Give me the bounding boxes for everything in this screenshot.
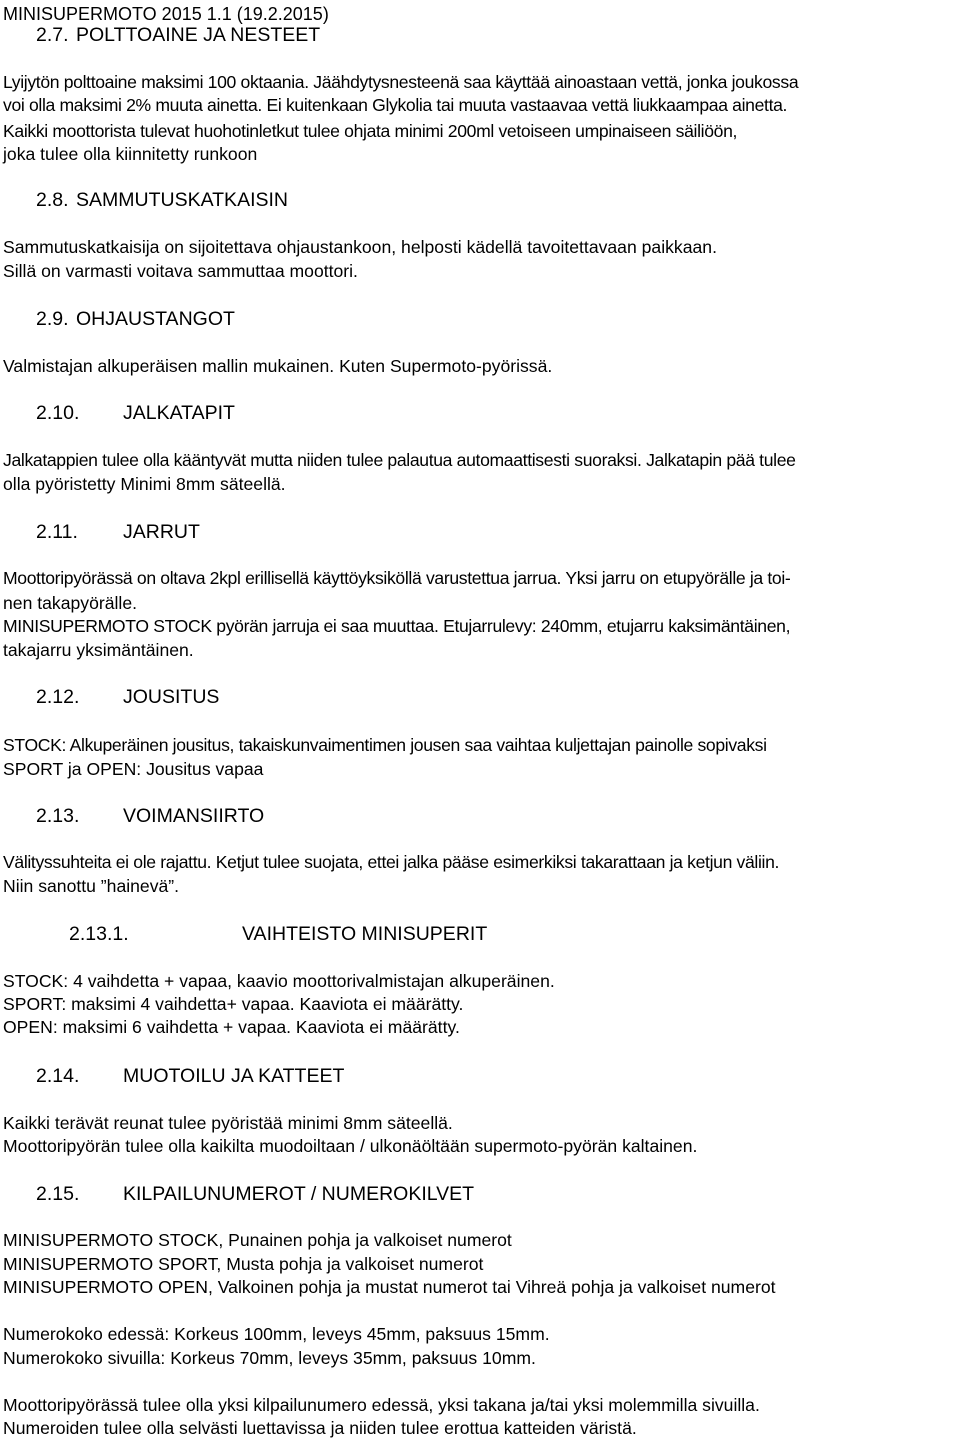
section-title: MUOTOILU JA KATTEET (123, 1065, 345, 1087)
section-number: 2.11. (36, 521, 78, 543)
paragraph-line: Lyijytön polttoaine maksimi 100 oktaania. Jäähdytysnesteenä saa käyttää ainoastaan vettä, jonka joukossa (3, 72, 799, 92)
section-title: JARRUT (123, 521, 200, 543)
section-number: 2.7. (36, 24, 69, 46)
paragraph-line: Jalkatappien tulee olla kääntyvät mutta niiden tulee palautua automaattisesti suoraksi. Jalkatapin pää tulee (3, 450, 796, 470)
paragraph-line: Numerokoko sivuilla: Korkeus 70mm, leveys 35mm, paksuus 10mm. (3, 1348, 536, 1368)
paragraph-line: Moottoripyörässä on oltava 2kpl erillisellä käyttöyksiköllä varustettua jarrua. Yksi jarru on etupyörälle ja toi- (3, 568, 791, 588)
paragraph-line: SPORT ja OPEN: Jousitus vapaa (3, 759, 264, 779)
paragraph-line: STOCK: Alkuperäinen jousitus, takaiskunvaimentimen jousen saa vaihtaa kuljettajan painolle sopivaksi (3, 735, 767, 755)
paragraph-line: MINISUPERMOTO SPORT, Musta pohja ja valkoiset numerot (3, 1254, 484, 1274)
paragraph-line: joka tulee olla kiinnitetty runkoon (3, 144, 258, 164)
section-number: 2.8. (36, 189, 69, 211)
paragraph-line: MINISUPERMOTO OPEN, Valkoinen pohja ja mustat numerot tai Vihreä pohja ja valkoiset numerot (3, 1277, 776, 1297)
paragraph-line: SPORT: maksimi 4 vaihdetta+ vapaa. Kaaviota ei määrätty. (3, 994, 464, 1014)
section-number: 2.13. (36, 805, 80, 827)
paragraph-line: nen takapyörälle. (3, 593, 137, 613)
paragraph-line: Moottoripyörän tulee olla kaikilta muodoiltaan / ulkonäöltään supermoto-pyörän kaltainen. (3, 1136, 698, 1156)
paragraph-line: Moottoripyörässä tulee olla yksi kilpailunumero edessä, yksi takana ja/tai yksi molemmilla sivuilla. (3, 1395, 760, 1415)
section-number: 2.14. (36, 1065, 80, 1087)
paragraph-line: Kaikki moottorista tulevat huohotinletkut tulee ohjata minimi 200ml vetoiseen umpinaiseen säiliöön, (3, 121, 738, 141)
paragraph-line: Kaikki terävät reunat tulee pyöristää minimi 8mm säteellä. (3, 1113, 453, 1133)
paragraph-line: Numeroiden tulee olla selvästi luettavissa ja niiden tulee erottua katteiden väristä. (3, 1418, 637, 1438)
section-title: POLTTOAINE JA NESTEET (76, 24, 321, 46)
section-title: KILPAILUNUMEROT / NUMEROKILVET (123, 1183, 475, 1205)
paragraph-line: Niin sanottu ”hainevä”. (3, 876, 180, 896)
section-title: SAMMUTUSKATKAISIN (76, 189, 288, 211)
section-number: 2.12. (36, 686, 80, 708)
paragraph-line: olla pyöristetty Minimi 8mm säteellä. (3, 474, 286, 494)
paragraph-line: Numerokoko edessä: Korkeus 100mm, leveys 45mm, paksuus 15mm. (3, 1324, 550, 1344)
document-header: MINISUPERMOTO 2015 1.1 (19.2.2015) (3, 4, 329, 24)
paragraph-line: takajarru yksimäntäinen. (3, 640, 194, 660)
section-title: VOIMANSIIRTO (123, 805, 265, 827)
section-number: 2.10. (36, 402, 80, 424)
section-number: 2.9. (36, 308, 69, 330)
paragraph-line: MINISUPERMOTO STOCK pyörän jarruja ei saa muuttaa. Etujarrulevy: 240mm, etujarru kaksimäntäinen, (3, 616, 791, 636)
paragraph-line: Sammutuskatkaisija on sijoitettava ohjaustankoon, helposti kädellä tavoitettavaan paikkaan. (3, 237, 717, 257)
paragraph-line: Sillä on varmasti voitava sammuttaa moottori. (3, 261, 358, 281)
paragraph-line: OPEN: maksimi 6 vaihdetta + vapaa. Kaaviota ei määrätty. (3, 1017, 460, 1037)
section-title: VAIHTEISTO MINISUPERIT (242, 923, 488, 945)
paragraph-line: MINISUPERMOTO STOCK, Punainen pohja ja valkoiset numerot (3, 1230, 512, 1250)
section-number: 2.15. (36, 1183, 80, 1205)
section-title: OHJAUSTANGOT (76, 308, 235, 330)
paragraph-line: voi olla maksimi 2% muuta ainetta. Ei kuitenkaan Glykolia tai muuta vastaavaa vettä liukkaampaa ainetta. (3, 95, 788, 115)
paragraph-line: STOCK: 4 vaihdetta + vapaa, kaavio moottorivalmistajan alkuperäinen. (3, 971, 555, 991)
paragraph-line: Välityssuhteita ei ole rajattu. Ketjut tulee suojata, ettei jalka pääse esimerkiksi takarattaan ja ketjun väliin. (3, 852, 780, 872)
section-title: JALKATAPIT (123, 402, 235, 424)
paragraph-line: Valmistajan alkuperäisen mallin mukainen. Kuten Supermoto-pyörissä. (3, 356, 553, 376)
section-title: JOUSITUS (123, 686, 220, 708)
section-number: 2.13.1. (69, 923, 129, 945)
